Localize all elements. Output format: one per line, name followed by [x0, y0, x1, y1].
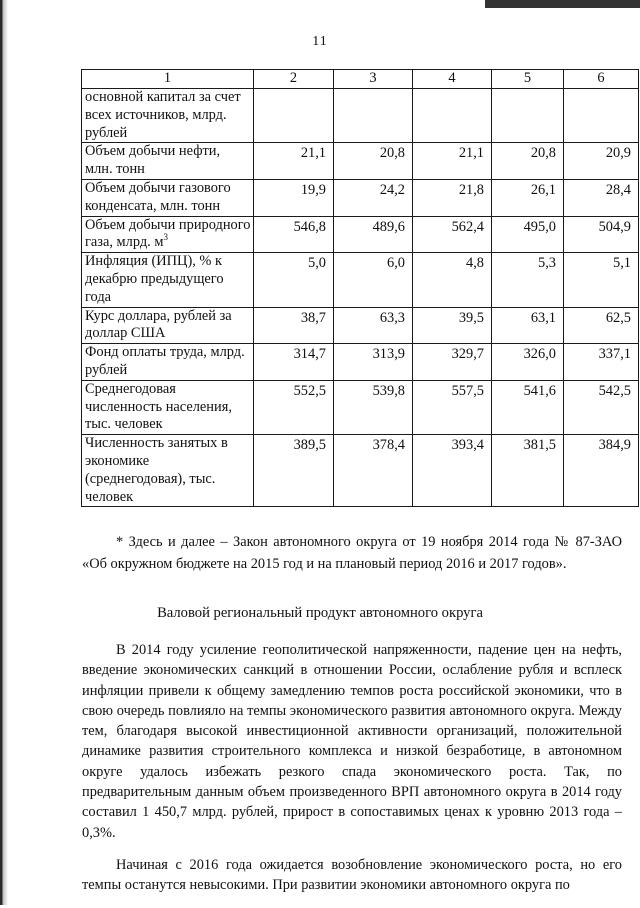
- table-cell: 495,0: [492, 216, 564, 253]
- column-header: 3: [334, 70, 413, 89]
- footnote-text: * Здесь и далее – Закон автономного округа от 19 ноября 2014 года № 87-ЗАО «Об окружном бюджете на 2015 год и на плановый период 2016 и 2017 годов».: [82, 534, 622, 572]
- scan-corner-mark: [485, 0, 640, 8]
- unit-superscript: 3: [163, 232, 168, 243]
- table-cell: 546,8: [254, 216, 334, 253]
- row-label-text: Объем добычи нефти, млн. тонн: [85, 143, 221, 178]
- table-cell: 20,9: [564, 143, 639, 180]
- indicators-table: [81, 69, 639, 507]
- table-cell: 28,4: [564, 179, 639, 216]
- table-cell: 21,1: [413, 143, 492, 180]
- column-header: 4: [413, 70, 492, 89]
- body-text: [82, 640, 622, 908]
- table-cell: [254, 89, 334, 143]
- table-row: [82, 216, 639, 253]
- table-cell: 541,6: [492, 380, 564, 434]
- table-cell: 4,8: [413, 253, 492, 307]
- table-cell: 5,1: [564, 253, 639, 307]
- table-cell: [413, 89, 492, 143]
- table-cell: 5,0: [254, 253, 334, 307]
- table-cell: 384,9: [564, 435, 639, 507]
- table-cell: [564, 89, 639, 143]
- table-cell: 489,6: [334, 216, 413, 253]
- table-row: [82, 344, 639, 381]
- table-cell: 552,5: [254, 380, 334, 434]
- row-label-text: Фонд оплаты труда, млрд. рублей: [85, 344, 245, 378]
- table-cell: [334, 89, 413, 143]
- column-header: 6: [564, 70, 639, 89]
- table-row: [82, 435, 639, 507]
- table-cell: 393,4: [413, 435, 492, 507]
- column-header: 1: [82, 70, 254, 89]
- table-cell: 20,8: [334, 143, 413, 180]
- table-row: [82, 253, 639, 307]
- row-label: [82, 380, 254, 434]
- table-cell: 313,9: [334, 344, 413, 381]
- table-cell: 329,7: [413, 344, 492, 381]
- section-title: Валовой региональный продукт автономного округа: [157, 605, 483, 621]
- row-label: [82, 253, 254, 307]
- row-label-text: Объем добычи природного газа, млрд. м: [85, 216, 251, 251]
- row-label-text: Объем добычи газового конденсата, млн. тонн: [85, 179, 231, 214]
- table-cell: 6,0: [334, 253, 413, 307]
- table-cell: 337,1: [564, 344, 639, 381]
- page-number: 11: [312, 34, 328, 49]
- paragraph: В 2014 году усиление геополитической напряженности, падение цен на нефть, введение экономических санкций в отношении России, ослабление рубля и всплеск инфляции привели к общему замедлению темпов роста российской экономики, что в свою очередь повлияло на темпы экономического развития автономного округа. Между тем, благодаря высокой инвестиционной активности организаций, положительной динамике развития строительного комплекса и низкой безработице, в автономном округе удалось избежать резкого спада экономического роста. Так, по предварительным данным объем произведенного ВРП автономного округа в 2014 году составил 1 450,7 млрд. рублей, прирост в сопоставимых ценах к уровню 2013 года – 0,3%.: [82, 642, 622, 841]
- column-header: 5: [492, 70, 564, 89]
- table-cell: 381,5: [492, 435, 564, 507]
- table-row: [82, 89, 639, 143]
- table-cell: 542,5: [564, 380, 639, 434]
- table-cell: 38,7: [254, 307, 334, 344]
- table-header-row: [82, 70, 639, 89]
- table-cell: 39,5: [413, 307, 492, 344]
- table-cell: 5,3: [492, 253, 564, 307]
- footnote: [82, 532, 622, 575]
- table-cell: 21,1: [254, 143, 334, 180]
- table-cell: 26,1: [492, 179, 564, 216]
- row-label: [82, 307, 254, 344]
- row-label-text: Среднегодовая численность населения, тыс. человек: [85, 380, 232, 433]
- table-cell: 20,8: [492, 143, 564, 180]
- table-cell: 62,5: [564, 307, 639, 344]
- row-label: [82, 435, 254, 507]
- table-cell: 19,9: [254, 179, 334, 216]
- row-label: [82, 216, 254, 253]
- row-label: [82, 89, 254, 143]
- column-header: 2: [254, 70, 334, 89]
- row-label: [82, 179, 254, 216]
- table-cell: 63,1: [492, 307, 564, 344]
- table-cell: [492, 89, 564, 143]
- row-label-text: Инфляция (ИПЦ), % к декабрю предыдущего года: [85, 253, 224, 305]
- table-cell: 21,8: [413, 179, 492, 216]
- table-cell: 562,4: [413, 216, 492, 253]
- table-cell: 389,5: [254, 435, 334, 507]
- row-label: [82, 143, 254, 180]
- table-row: [82, 179, 639, 216]
- paragraph: Начиная с 2016 года ожидается возобновление экономического роста, но его темпы останутся невысокими. При развитии экономики автономного округа по: [82, 856, 622, 894]
- scan-edge: [0, 0, 8, 905]
- row-label: [82, 344, 254, 381]
- table-row: [82, 143, 639, 180]
- table-row: [82, 307, 639, 344]
- table-cell: 539,8: [334, 380, 413, 434]
- row-label-text: Численность занятых в экономике (среднегодовая), тыс. человек: [85, 435, 228, 505]
- table-cell: 557,5: [413, 380, 492, 434]
- table-cell: 378,4: [334, 435, 413, 507]
- table-cell: 326,0: [492, 344, 564, 381]
- table-cell: 63,3: [334, 307, 413, 344]
- table-cell: 314,7: [254, 344, 334, 381]
- table-row: [82, 380, 639, 434]
- table-cell: 24,2: [334, 179, 413, 216]
- table-cell: 504,9: [564, 216, 639, 253]
- row-label-text: основной капитал за счет всех источников, млрд. рублей: [85, 89, 241, 141]
- row-label-text: Курс доллара, рублей за доллар США: [85, 307, 232, 342]
